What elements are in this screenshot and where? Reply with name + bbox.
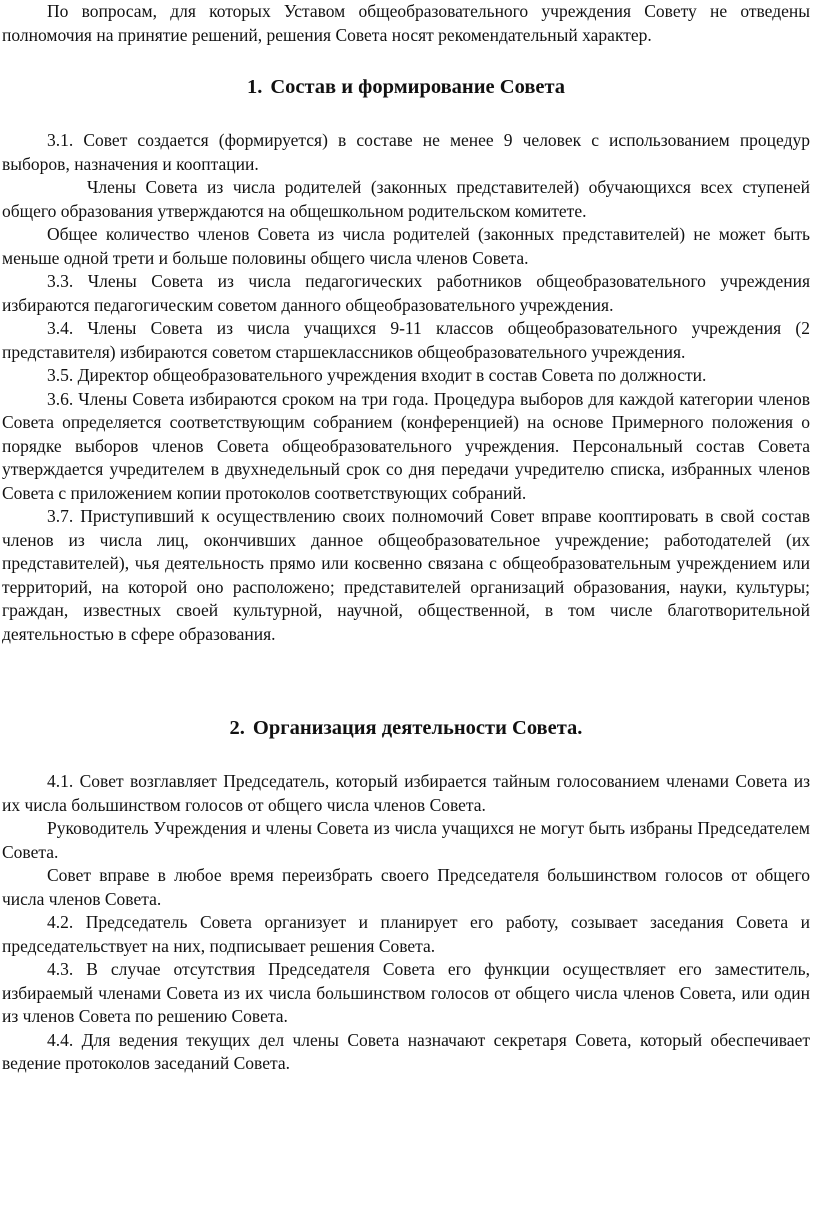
section-2-number: 2. [229,717,245,739]
section-1-title: Состав и формирование Совета [270,76,566,98]
section-2-title: Организация деятельности Совета. [252,717,583,739]
paragraph-4-4: 4.4. Для ведения текущих дел члены Совета назначают секретаря Совета, который обеспечивает ведение протоколов заседаний Совета. [2,1029,810,1073]
paragraph-3-7: 3.7. Приступивший к осуществлению своих полномочий Совет вправе кооптировать в свой состав членов из числа лиц, окончивших данное общеобразовательное учреждение; работодателей (их представителей), чья деятельность прямо или косвенно связана с общеобразовательным учреждением или территорий, на которой оно расположено; представителей организаций образования, науки, культуры; граждан, известных своей культурной, научной, общественной, в том числе благотворительной деятельностью в сфере образования. [2,506,810,644]
section-1-heading [2,75,810,99]
paragraph-3-1: 3.1. Совет создается (формируется) в составе не менее 9 человек с использованием процедур выборов, назначения и кооптации. [2,130,810,174]
section-1-number: 1. [246,76,263,98]
section-2-heading [2,716,810,740]
paragraph-3-6: 3.6. Члены Совета избираются сроком на три года. Процедура выборов для каждой категории членов Совета определяется соответствующим собранием (конференцией) на основе Примерного положения о порядке выборов членов Совета общеобразовательного учреждения. Персональный состав Совета утверждается учредителем в двухнедельный срок со дня передачи учредителю списка, избранных членов Совета с приложением копии протоколов соответствующих собраний. [2,388,810,503]
paragraph-4-2: 4.2. Председатель Совета организует и планирует его работу, созывает заседания Совета и председательствует на них, подписывает решения Совета. [2,912,810,956]
paragraph-parents-members: Члены Совета из числа родителей (законных представителей) обучающихся всех ступеней общего образования утверждаются на общешкольном родительском комитете. [2,177,810,221]
paragraph-3-5: 3.5. Директор общеобразовательного учреждения входит в состав Совета по должности. [47,365,707,385]
paragraph-4-3: 4.3. В случае отсутствия Председателя Совета его функции осуществляет его заместитель, избираемый членами Совета из их числа большинством голосов от общего числа членов Совета, или один из членов Совета по решению Совета. [2,959,810,1026]
paragraph-4-1: 4.1. Совет возглавляет Председатель, который избирается тайным голосованием членами Совета из их числа большинством голосов от общего числа членов Совета. [2,771,810,815]
paragraph-3-3: 3.3. Члены Совета из числа педагогических работников общеобразовательного учреждения избираются педагогическим советом данного общеобразовательного учреждения. [2,271,810,315]
paragraph-3-4: 3.4. Члены Совета из числа учащихся 9-11 классов общеобразовательного учреждения (2 представителя) избираются советом старшеклассников общеобразовательного учреждения. [2,318,810,362]
intro-paragraph: По вопросам, для которых Уставом общеобразовательного учреждения Совету не отведены полномочия на принятие решений, решения Совета носят рекомендательный характер. [2,1,810,45]
paragraph-chair-reelection: Совет вправе в любое время переизбрать своего Председателя большинством голосов от общего числа членов Совета. [2,865,810,909]
paragraph-parents-count: Общее количество членов Совета из числа родителей (законных представителей) не может быть меньше одной трети и больше половины общего числа членов Совета. [2,224,810,268]
paragraph-chair-restriction: Руководитель Учреждения и члены Совета из числа учащихся не могут быть избраны Председателем Совета. [2,818,810,862]
